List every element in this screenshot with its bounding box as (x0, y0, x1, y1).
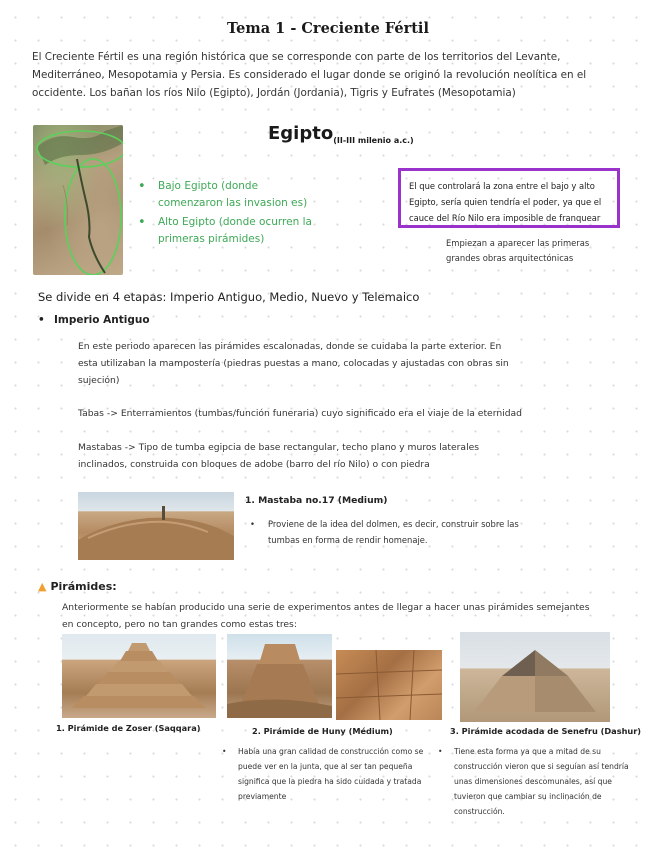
senefru-caption: 3. Pirámide acodada de Senefru (Dashur) (450, 726, 642, 736)
zoser-caption: 1. Pirámide de Zoser (Saqqara) (56, 723, 201, 733)
bullet-icon: • (222, 747, 227, 756)
huny-pyramid-illustration (227, 634, 332, 718)
piramides-heading: ▲ Pirámides: (38, 580, 117, 593)
imperio-antiguo-bullet: • Imperio Antiguo (38, 314, 150, 326)
architecture-note: Empiezan a aparecer las primeras grandes obras arquitectónicas (446, 238, 590, 263)
list-item: • Alto Egipto (donde ocurren la primeras pirámides) (138, 214, 323, 248)
mastabas-definition: Mastabas -> Tipo de tumba egipcia de base rectangular, techo plano y muros laterales inclinados, construida con bloques de adobe (barro del río Nilo) o con piedra (78, 442, 480, 470)
egypt-map-overlay (33, 125, 123, 275)
bullet-icon: • (38, 314, 45, 326)
mastaba-heading: 1. Mastaba no.17 (Medium) (245, 495, 388, 506)
mastaba-photo (78, 492, 234, 560)
warning-icon: ▲ (38, 580, 47, 593)
imperio-antiguo-paragraph: En este periodo aparecen las pirámides escalonadas, donde se cuidaba la parte exterior. En esta utilizaban la mampostería (piedras puestas a mano, colocadas y ajustadas con obras sin sujeción) (78, 341, 509, 386)
egypt-heading: Egipto$_{(II-III milenio a.c.)}$ (268, 123, 414, 145)
huny-description: • Había una gran calidad de construcción como se puede ver en la junta, que al ser tan pequeña significa que la piedra ha sido cuidada y tratada previamente (238, 744, 433, 804)
zoser-pyramid-photo (62, 634, 216, 718)
senefru-description: • Tiene esta forma ya que a mitad de su construcción vieron que si seguían así tendría unas dimensiones descomunales, así que tuvieron que cambiar su inclinación de construcción. (454, 744, 629, 819)
huny-pyramid-photo (227, 634, 332, 718)
power-note-box: El que controlará la zona entre el bajo y alto Egipto, sería quien tendría el poder, ya que el cauce del Río Nilo era imposible de franquear (398, 168, 620, 228)
list-item: • Bajo Egipto (donde comenzaron las invasion es) (138, 178, 323, 212)
intro-paragraph: El Creciente Fértil es una región histórica que se corresponde con parte de los territorios del Levante, Mediterráneo, Mesopotamia y Persia. Es considerado el lugar donde se originó la revolución neolítica en el occidente. Los bañan los ríos Nilo (Egipto), Jordán (Jordania), Tigris y Eufrates (Mesopotamia) (32, 51, 587, 99)
egypt-period: (II-III milenio a.c.) (333, 136, 414, 145)
huny-masonry-photo (336, 650, 442, 720)
mastaba-description: • Proviene de la idea del dolmen, es decir, construir sobre las tumbas en forma de rendir homenaje. (268, 516, 528, 548)
egypt-satellite-map (33, 125, 123, 275)
bent-pyramid-illustration (460, 632, 610, 722)
stages-heading: Se divide en 4 etapas: Imperio Antiguo, Medio, Nuevo y Telemaico (38, 290, 420, 304)
huny-caption: 2. Pirámide de Huny (Médium) (252, 726, 393, 736)
senefru-pyramid-photo (460, 632, 610, 722)
tabas-definition: Tabas -> Enterramientos (tumbas/función funeraria) cuyo significado era el viaje de la eternidad (78, 408, 522, 419)
bullet-icon: • (438, 747, 443, 756)
masonry-illustration (336, 650, 442, 720)
piramides-intro: Anteriormente se habían producido una serie de experimentos antes de llegar a hacer unas pirámides semejantes en concepto, pero no tan grandes como estas tres: (62, 602, 590, 630)
egypt-regions-list (138, 178, 323, 250)
page-title: Tema 1 - Creciente Fértil (227, 20, 429, 37)
bullet-icon: • (250, 519, 255, 529)
step-pyramid-illustration (62, 634, 216, 718)
mastaba-illustration (78, 492, 234, 560)
